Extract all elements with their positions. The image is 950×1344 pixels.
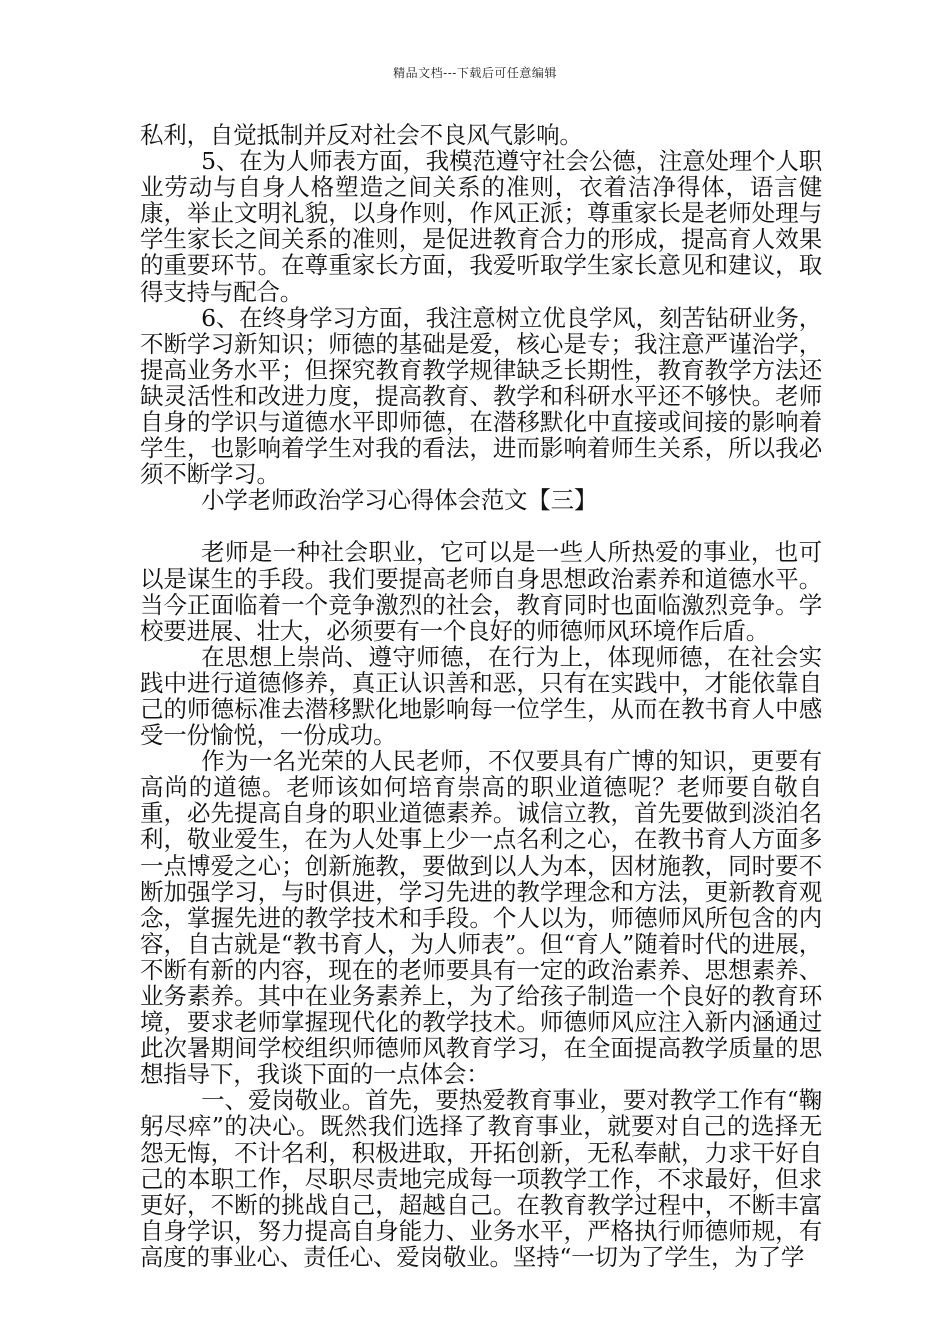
paragraph-item-5: 5、在为人师表方面，我模范遵守社会公德，注意处理个人职业劳动与自身人格塑造之间关系的准则，衣着洁净得体，语言健康，举止文明礼貌，以身作则，作风正派；尊重家长是老师处理与学生家长之间关系的准则，是促进教育合力的形成，提高育人效果的重要环节。在尊重家长方面，我爱听取学生家长意见和建议，取得支持与配合。 (140, 147, 822, 306)
paragraph-continuation: 私利，自觉抵制并反对社会不良风气影响。 (140, 121, 583, 149)
paragraph-teacher-role: 作为一名光荣的人民老师，不仅要具有广博的知识，更要有高尚的道德。老师该如何培育崇高的职业道德呢？老师要自敬自重，必先提高自身的职业道德素养。诚信立教，首先要做到淡泊名利，敬业爱生，在为人处事上少一点名利之心，在教书育人方面多一点博爱之心；创新施教，要做到以人为本，因材施教，同时要不断加强学习，与时俱进，学习先进的教学理念和方法，更新教育观念，掌握先进的教学技术和手段。个人以为，师德师风所包含的内容，自古就是“教书育人，为人师表”。但“育人”随着时代的进展，不断有新的内容，现在的老师要具有一定的政治素养、思想素养、业务素养。其中在业务素养上，为了给孩子制造一个良好的教育环境，要求老师掌握现代化的教学技术。师德师风应注入新内涵通过此次暑期间学校组织师德师风教育学习，在全面提高教学质量的思想指导下，我谈下面的一点体会： (140, 747, 822, 1089)
blank-line (140, 513, 822, 539)
paragraph-ethics-practice: 在思想上崇尚、遵守师德，在行为上，体现师德，在社会实践中进行道德修养，真正认识善和恶，只有在实践中，才能依靠自己的师德标准去潜移默化地影响每一位学生，从而在教书育人中感受一份愉悦，一份成功。 (140, 642, 822, 750)
paragraph-item-6: 6、在终身学习方面，我注意树立优良学风，刻苦钻研业务，不断学习新知识；师德的基础是爱，核心是专；我注意严谨治学，提高业务水平；但探究教育教学规律缺乏长期性，教育教学方法还缺灵活性和改进力度，提高教育、教学和科研水平还不够快。老师自身的学识与道德水平即师德，在潜移默化中直接或间接的影响着学生，也影响着学生对我的看法，进而影响着师生关系，所以我必须不断学习。 (140, 303, 822, 489)
page-header: 精品文档---下载后可任意编辑 (393, 66, 557, 80)
paragraph-intro: 老师是一种社会职业，它可以是一些人所热爱的事业，也可以是谋生的手段。我们要提高老师自身思想政治素养和道德水平。当今正面临着一个竞争激烈的社会，教育同时也面临激烈竞争。学校要进展、壮大，必须要有一个良好的师德师风环境作后盾。 (140, 538, 822, 645)
paragraph-dedication: 一、爱岗敬业。首先，要热爱教育事业，要对教学工作有“鞠躬尽瘁”的决心。既然我们选择了教育事业，就要对自己的选择无怨无悔，不计名利，积极进取，开拓创新，无私奉献，力求干好自己的本职工作，尽职尽责地完成每一项教学工作，不求最好，但求更好，不断的挑战自己，超越自己。在教育教学过程中，不断丰富自身学识，努力提高自身能力、业务水平，严格执行师德师规，有高度的事业心、责任心、爱岗敬业。坚持“一切为了学生，为了学 (140, 1086, 822, 1271)
document-body (140, 122, 822, 1270)
section-title: 小学老师政治学习心得体会范文【三】 (201, 486, 598, 515)
